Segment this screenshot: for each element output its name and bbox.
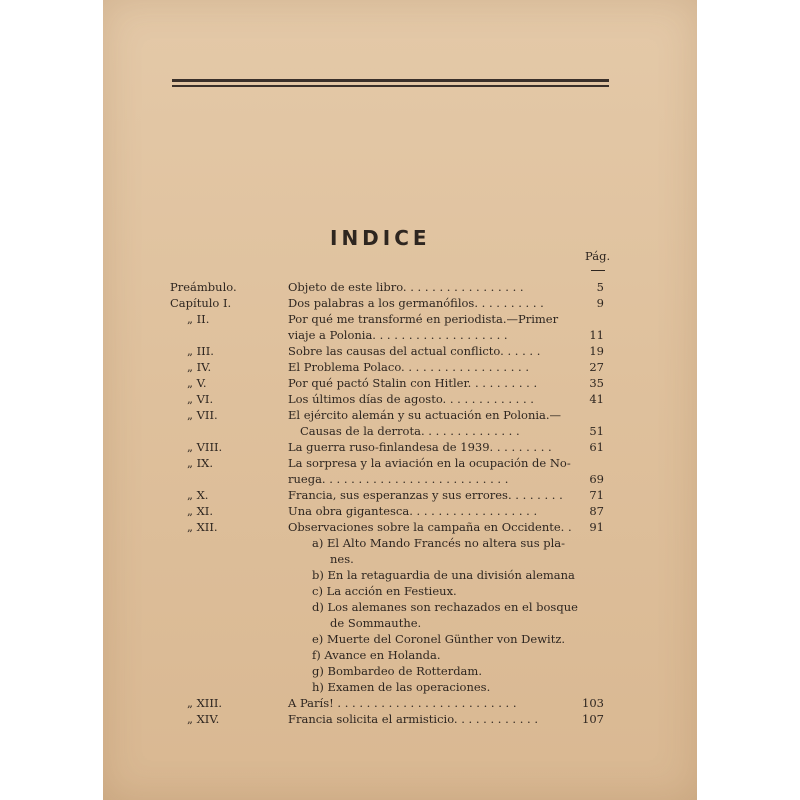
toc-chapter-label: „ V. [187, 376, 207, 390]
toc-entry-title: a) El Alto Mando Francés no altera sus pla- [312, 536, 566, 550]
toc-chapter-label: „ VII. [187, 408, 218, 422]
toc-chapter-label: „ XII. [187, 520, 218, 534]
toc-page-number: 51 [589, 424, 604, 438]
toc-entry-title: El Problema Polaco. . . . . . . . . . . . . . . . . . [288, 360, 529, 374]
toc-page-number: 5 [596, 280, 604, 294]
toc-row [0, 568, 800, 582]
toc-entry-title: c) La acción en Festieux. [312, 584, 457, 598]
toc-row [0, 360, 800, 374]
toc-page-number: 35 [589, 376, 604, 390]
toc-chapter-label: „ VI. [187, 392, 214, 406]
toc-row [0, 680, 800, 694]
toc-entry-title: La guerra ruso-finlandesa de 1939. . . . . . . . . [288, 440, 552, 454]
toc-row [0, 392, 800, 406]
toc-page-number: 107 [582, 712, 604, 726]
toc-row [0, 472, 800, 486]
toc-entry-title: Por qué me transformé en periodista.—Primer [288, 312, 559, 326]
toc-entry-title: La sorpresa y la aviación en la ocupación de No- [288, 456, 571, 470]
toc-page-number: 41 [589, 392, 604, 406]
toc-row [0, 456, 800, 470]
toc-page-number: 103 [582, 696, 604, 710]
toc-entry-title: Observaciones sobre la campaña en Occidente. . [288, 520, 572, 534]
toc-entry-title: b) En la retaguardia de una división alemana [312, 568, 575, 582]
toc-row [0, 520, 800, 534]
toc-row [0, 424, 800, 438]
toc-entry-title: Francia solicita el armisticio. . . . . . . . . . . . [288, 712, 538, 726]
toc-entry-title: El ejército alemán y su actuación en Polonia.— [288, 408, 562, 422]
toc-row [0, 504, 800, 518]
toc-chapter-label: „ IV. [187, 360, 212, 374]
page-column-header: Pág. [585, 249, 611, 263]
toc-row [0, 600, 800, 614]
toc-chapter-label: „ X. [187, 488, 209, 502]
toc-entry-title: nes. [330, 552, 354, 566]
toc-chapter-label: „ XI. [187, 504, 213, 518]
toc-entry-title: de Sommauthe. [330, 616, 422, 630]
toc-entry-title: Francia, sus esperanzas y sus errores. . . . . . . . [288, 488, 563, 502]
toc-row [0, 408, 800, 422]
toc-page-number: 91 [589, 520, 604, 534]
toc-page-number: 19 [589, 344, 604, 358]
toc-entry-title: viaje a Polonia. . . . . . . . . . . . . . . . . . . [288, 328, 508, 342]
toc-page-number: 69 [589, 472, 604, 486]
toc-row [0, 664, 800, 678]
toc-entry-title: Objeto de este libro. . . . . . . . . . . . . . . . . [288, 280, 524, 294]
toc-entry-title: ruega. . . . . . . . . . . . . . . . . . . . . . . . . . [288, 472, 509, 486]
toc-row [0, 632, 800, 646]
header-rule-thin [172, 85, 609, 87]
toc-page-number: 27 [589, 360, 604, 374]
toc-chapter-label: „ II. [187, 312, 210, 326]
toc-chapter-label: „ III. [187, 344, 214, 358]
page-column-dash [591, 270, 605, 271]
toc-row [0, 344, 800, 358]
toc-row [0, 440, 800, 454]
toc-page-number: 11 [589, 328, 604, 342]
toc-chapter-label: „ XIII. [187, 696, 223, 710]
page-title: INDICE [330, 226, 431, 250]
toc-chapter-label: „ IX. [187, 456, 213, 470]
toc-page-number: 61 [589, 440, 604, 454]
toc-entry-title: Dos palabras a los germanófilos. . . . . . . . . . [288, 296, 544, 310]
toc-chapter-label: „ XIV. [187, 712, 220, 726]
toc-page-number: 71 [589, 488, 604, 502]
toc-row [0, 696, 800, 710]
toc-entry-title: A París! . . . . . . . . . . . . . . . . . . . . . . . . . [288, 696, 517, 710]
toc-row [0, 376, 800, 390]
toc-page-number: 87 [589, 504, 604, 518]
toc-row [0, 312, 800, 326]
toc-row [0, 280, 800, 294]
toc-row [0, 328, 800, 342]
toc-entry-title: g) Bombardeo de Rotterdam. [312, 664, 482, 678]
toc-chapter-label: Preámbulo. [170, 280, 237, 294]
toc-page-number: 9 [596, 296, 604, 310]
toc-row [0, 552, 800, 566]
toc-chapter-label: Capítulo I. [170, 296, 232, 310]
toc-chapter-label: „ VIII. [187, 440, 223, 454]
toc-row [0, 488, 800, 502]
toc-entry-title: h) Examen de las operaciones. [312, 680, 491, 694]
toc-entry-title: Los últimos días de agosto. . . . . . . . . . . . . [288, 392, 534, 406]
toc-entry-title: Por qué pactó Stalin con Hitler. . . . . . . . . . [288, 376, 538, 390]
toc-row [0, 296, 800, 310]
toc-row [0, 712, 800, 726]
toc-entry-title: Sobre las causas del actual conflicto. . . . . . [288, 344, 541, 358]
toc-row [0, 584, 800, 598]
toc-entry-title: e) Muerte del Coronel Günther von Dewitz. [312, 632, 566, 646]
toc-entry-title: Causas de la derrota. . . . . . . . . . . . . . [300, 424, 520, 438]
header-rule-thick [172, 79, 609, 82]
toc-entry-title: d) Los alemanes son rechazados en el bosque [312, 600, 578, 614]
toc-row [0, 648, 800, 662]
toc-entry-title: Una obra gigantesca. . . . . . . . . . . . . . . . . . [288, 504, 538, 518]
toc-entry-title: f) Avance en Holanda. [312, 648, 441, 662]
toc-row [0, 616, 800, 630]
toc-row [0, 536, 800, 550]
